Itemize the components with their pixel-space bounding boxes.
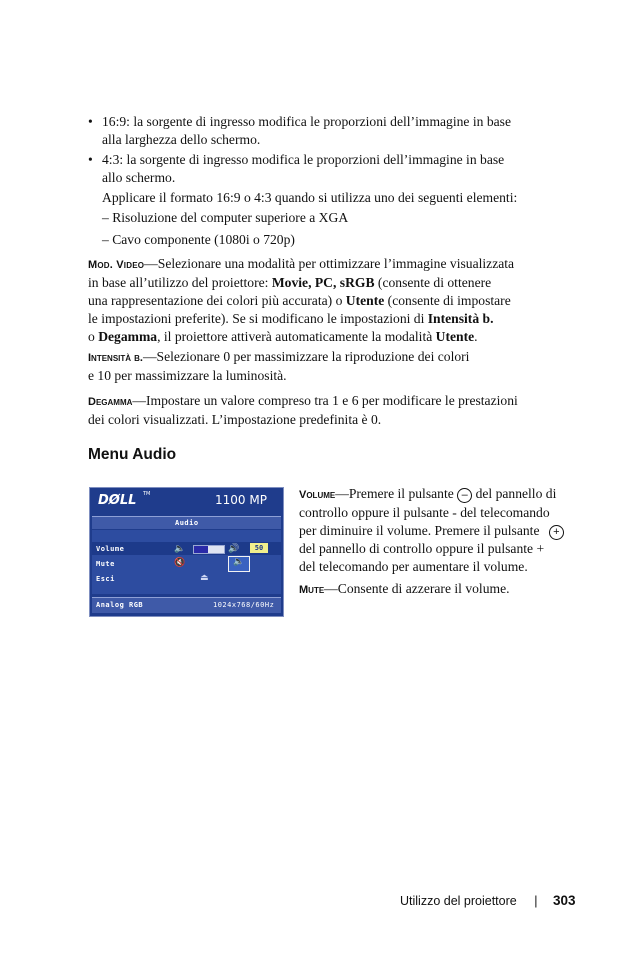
osd-row-exit[interactable] bbox=[92, 573, 281, 586]
page-footer bbox=[400, 893, 575, 908]
osd-row-volume[interactable] bbox=[92, 542, 281, 555]
text-run: o bbox=[88, 329, 99, 344]
apply-text: Applicare il formato 16:9 o 4:3 quando si utilizza uno dei seguenti elementi: bbox=[102, 190, 518, 205]
menu-audio-heading: Menu Audio bbox=[88, 446, 177, 463]
footer-section: Utilizzo del proiettore bbox=[400, 894, 517, 908]
osd-title: Audio bbox=[175, 519, 199, 527]
osd-row-mute[interactable] bbox=[92, 557, 281, 570]
mute-term: Mute bbox=[299, 584, 325, 596]
text-run: . bbox=[474, 329, 478, 344]
speaker-low-icon: 🔈 bbox=[174, 544, 186, 554]
model-name: 1100 MP bbox=[215, 493, 267, 507]
osd-audio-menu bbox=[89, 487, 284, 617]
volume-term: Volume bbox=[299, 489, 336, 501]
text-run: , il proiettore attiverà automaticamente la modalità bbox=[157, 329, 436, 344]
osd-source: Analog RGB bbox=[96, 601, 144, 609]
volume-fill bbox=[194, 546, 208, 553]
dash-item: – Risoluzione del computer superiore a XGA bbox=[102, 210, 349, 225]
text-run: —Selezionare 0 per massimizzare la riproduzione dei colori bbox=[142, 349, 470, 364]
bullet-line: 4:3: la sorgente di ingresso modifica le proporzioni dell’immagine in base bbox=[102, 152, 505, 167]
bold-intensita: Intensità b. bbox=[427, 311, 494, 326]
osd-row-label: Esci bbox=[96, 575, 115, 583]
dell-logo: DØLL bbox=[98, 493, 137, 508]
text-run: —Impostare un valore compreso tra 1 e 6 per modificare le prestazioni bbox=[132, 393, 518, 408]
text-run: del telecomando per aumentare il volume. bbox=[299, 559, 528, 574]
osd-title-bar bbox=[92, 516, 281, 529]
text-run: (consente di impostare bbox=[384, 293, 511, 308]
osd-content bbox=[92, 530, 281, 594]
text-run: per diminuire il volume. Premere il pulsante bbox=[299, 523, 543, 538]
volume-value: 50 bbox=[250, 543, 268, 553]
degamma-paragraph bbox=[88, 392, 568, 429]
volume-slider[interactable] bbox=[193, 545, 225, 554]
text-run: in base all’utilizzo del proiettore: bbox=[88, 275, 272, 290]
text-run: dei colori visualizzati. L’impostazione predefinita è 0. bbox=[88, 412, 382, 427]
page-number: 303 bbox=[552, 893, 576, 908]
mod-video-paragraph bbox=[88, 255, 568, 346]
osd-row-label: Volume bbox=[96, 545, 125, 553]
degamma-term: Degamma bbox=[88, 396, 133, 408]
text-run: una rappresentazione dei colori più accurata) o bbox=[88, 293, 346, 308]
volume-paragraph bbox=[299, 485, 579, 576]
bold-utente: Utente bbox=[345, 293, 385, 308]
mute-on-icon[interactable]: 🔈 bbox=[228, 556, 250, 572]
text-run: e 10 per massimizzare la luminosità. bbox=[88, 368, 287, 383]
mute-off-icon[interactable]: 🔇 bbox=[174, 558, 186, 568]
minus-button-icon: – bbox=[457, 488, 472, 503]
bullet-line: allo schermo. bbox=[102, 170, 176, 185]
osd-row-label: Mute bbox=[96, 560, 115, 568]
text-run: controllo oppure il pulsante - del telecomando bbox=[299, 505, 550, 520]
intensita-term: Intensità b. bbox=[88, 352, 143, 364]
bold-modes: Movie, PC, sRGB bbox=[271, 275, 375, 290]
intensita-paragraph bbox=[88, 348, 568, 385]
tm-mark: TM bbox=[143, 491, 151, 497]
bold-degamma: Degamma bbox=[98, 329, 158, 344]
text-run: —Selezionare una modalità per ottimizzare l’immagine visualizzata bbox=[144, 256, 515, 271]
exit-icon[interactable]: ⏏ bbox=[200, 573, 209, 583]
osd-resolution: 1024x768/60Hz bbox=[213, 601, 275, 609]
dash-item: – Cavo componente (1080i o 720p) bbox=[102, 232, 295, 247]
mod-video-term: Mod. Video bbox=[88, 259, 145, 271]
osd-footer bbox=[92, 597, 281, 613]
speaker-high-icon: 🔊 bbox=[228, 544, 240, 554]
text-run: (consente di ottenere bbox=[374, 275, 492, 290]
text-run: del pannello di bbox=[472, 486, 557, 501]
plus-button-icon: + bbox=[549, 525, 564, 540]
text-run: —Consente di azzerare il volume. bbox=[324, 581, 510, 596]
mute-paragraph bbox=[299, 580, 510, 599]
bold-utente: Utente bbox=[435, 329, 475, 344]
bullet-line: alla larghezza dello schermo. bbox=[102, 132, 261, 147]
osd-header bbox=[90, 488, 283, 513]
bullet-line: 16:9: la sorgente di ingresso modifica le proporzioni dell’immagine in base bbox=[102, 114, 511, 129]
text-run: del pannello di controllo oppure il pulsante + bbox=[299, 541, 545, 556]
text-run: le impostazioni preferite). Se si modificano le impostazioni di bbox=[88, 311, 428, 326]
text-run: —Premere il pulsante bbox=[335, 486, 458, 501]
footer-separator: | bbox=[534, 894, 538, 908]
